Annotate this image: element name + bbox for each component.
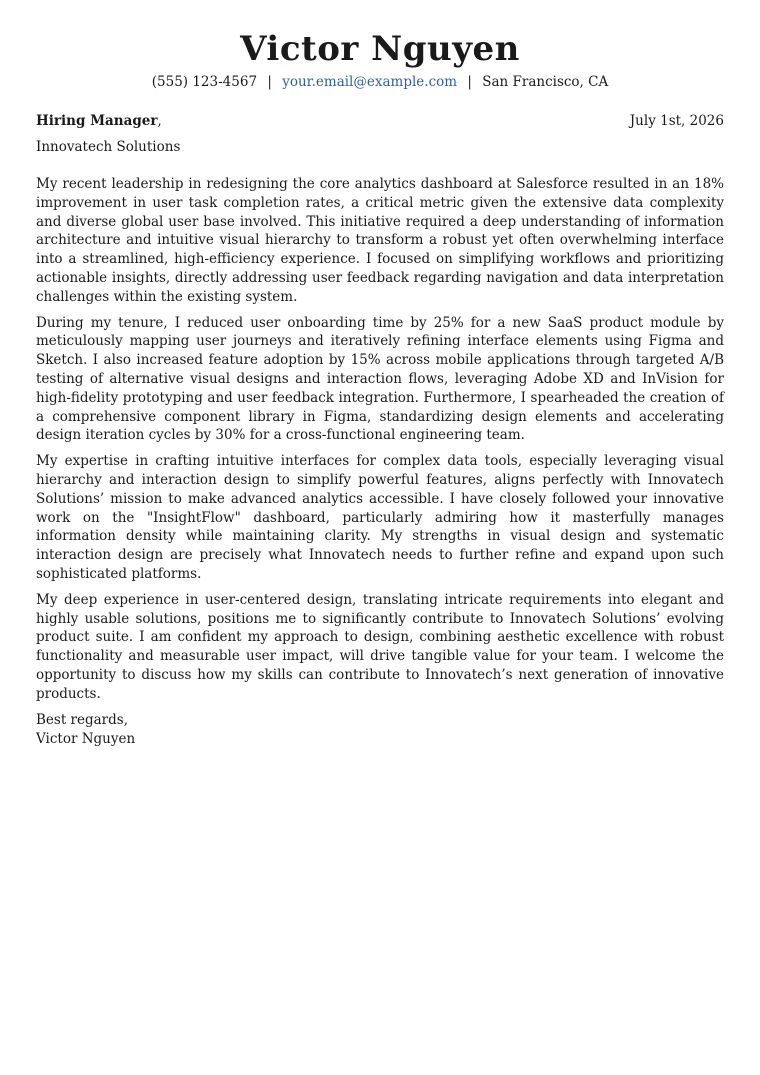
contact-separator: |	[467, 74, 472, 90]
location: San Francisco, CA	[482, 74, 609, 90]
recipient	[36, 112, 162, 131]
applicant-name: Victor Nguyen	[240, 29, 520, 69]
recipient-row	[36, 112, 724, 131]
letter-date: July 1st, 2026	[629, 113, 724, 129]
body-paragraph: My deep experience in user-centered design, translating intricate requirements into elegant and highly usable solutions, positions me to significantly contribute to Innovatech Solutions’ evolving product suite. I am confident my approach to design, combining aesthetic excellence with robust functionality and measurable user impact, will drive tangible value for your team. I welcome the opportunity to discuss how my skills can contribute to Innovatech’s next generation of innovative products.	[36, 591, 724, 702]
signature-name: Victor Nguyen	[36, 730, 136, 747]
recipient-name: Hiring Manager	[36, 113, 158, 129]
email-link[interactable]: your.email@example.com	[282, 74, 458, 90]
body-paragraph: My expertise in crafting intuitive interfaces for complex data tools, especially leveraging visual hierarchy and interaction design to simplify powerful features, aligns perfectly with Innovatech Solutions’ mission to make advanced analytics accessible. I have closely followed your innovative work on the "InsightFlow" dashboard, particularly admiring how it masterfully manages information density while maintaining clarity. My strengths in visual design and systematic interaction design are precisely what Innovatech needs to further refine and expand upon such sophisticated platforms.	[36, 453, 724, 582]
recipient-company: Innovatech Solutions	[36, 139, 181, 155]
closing-salutation: Best regards,	[36, 711, 129, 728]
contact-separator: |	[267, 74, 272, 90]
body-paragraph: During my tenure, I reduced user onboarding time by 25% for a new SaaS product module by meticulously mapping user journeys and iteratively refining interface elements using Figma and Sketch. I also increased feature adoption by 15% across mobile applications through targeted A/B testing of alternative visual designs and interaction flows, leveraging Adobe XD and InVision for high-fidelity prototyping and user feedback integration. Furthermore, I spearheaded the creation of a comprehensive component library in Figma, standardizing design elements and accelerating design iteration cycles by 30% for a cross-functional engineering team.	[36, 314, 724, 444]
body-paragraph: My recent leadership in redesigning the core analytics dashboard at Salesforce resulted in an 18% improvement in user task completion rates, a critical metric given the extensive data complexity and diverse global user base involved. This initiative required a deep understanding of information architecture and intuitive visual hierarchy to transform a robust yet often overwhelming interface into a streamlined, high-efficiency experience. I focused on simplifying workflows and prioritizing actionable insights, directly addressing user feedback regarding navigation and data interpretation challenges within the existing system.	[36, 176, 724, 305]
recipient-name-suffix: ,	[157, 113, 162, 129]
closing-block	[36, 711, 724, 749]
letter-body	[36, 175, 724, 704]
phone-number: (555) 123-4567	[151, 74, 258, 90]
contact-line	[36, 72, 724, 92]
